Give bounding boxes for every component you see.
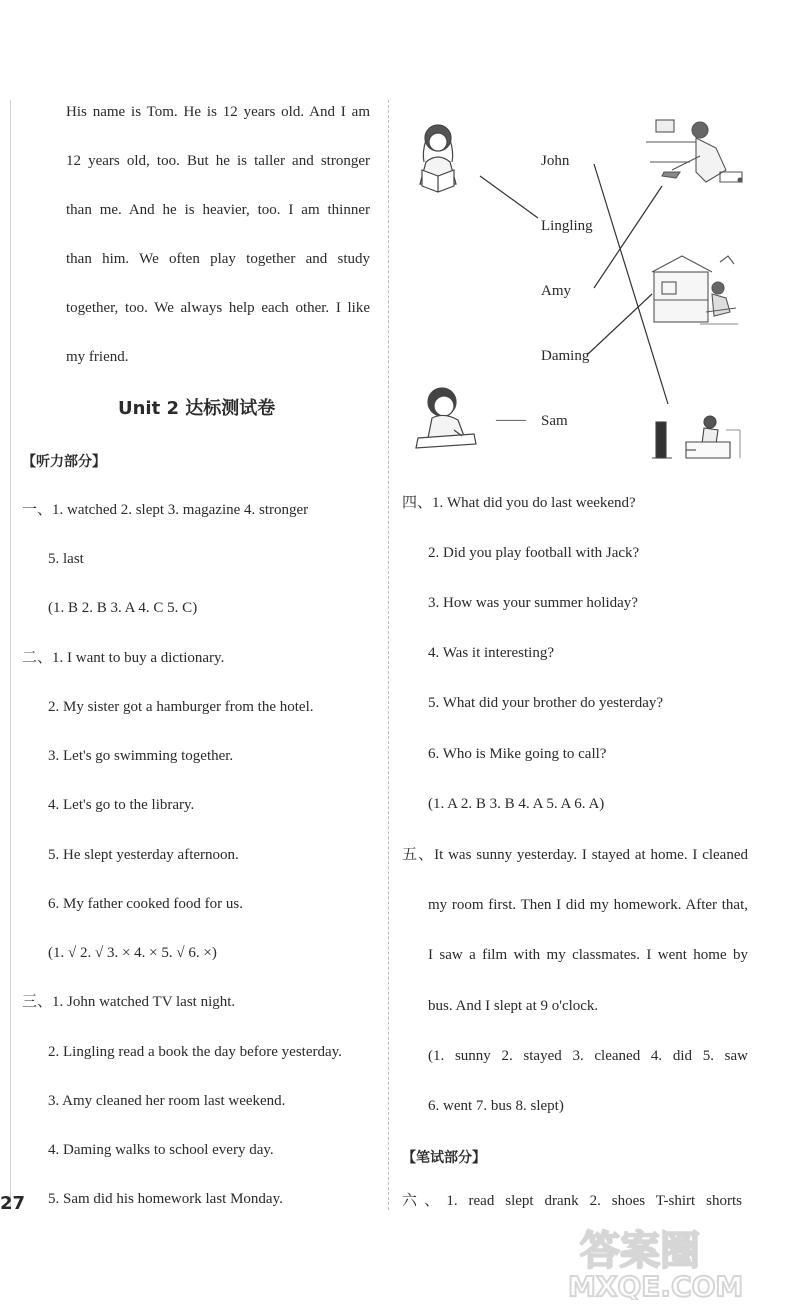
column-divider <box>388 100 389 1210</box>
s5-answers-line-2: 6. went 7. bus 8. slept) <box>428 1098 564 1114</box>
match-dash: —— <box>496 412 526 428</box>
s3-item-4: 4. Daming walks to school every day. <box>48 1142 274 1158</box>
s3-item-2: 2. Lingling read a book the day before yesterday. <box>48 1044 342 1060</box>
passage-line-5: together, too. We always help each other. I like <box>66 300 370 316</box>
woman-cleaning-picture <box>646 120 742 182</box>
s2-item-5: 5. He slept yesterday afternoon. <box>48 847 239 863</box>
passage-line-1: His name is Tom. He is 12 years old. And I am <box>66 104 370 120</box>
watermark-logo <box>560 1220 796 1300</box>
s3-item-1: 三、1. John watched TV last night. <box>22 994 236 1010</box>
s4-item-3: 3. How was your summer holiday? <box>428 595 638 611</box>
page-number: 27 <box>0 1193 26 1214</box>
match-name-daming: Daming <box>541 348 590 364</box>
boy-writing-picture <box>416 388 476 448</box>
s5-line-4: bus. And I slept at 9 o'clock. <box>428 998 599 1014</box>
s5-line-1: 五、It was sunny yesterday. I stayed at home. I cleaned <box>402 847 748 863</box>
passage-line-4: than him. We often play together and study <box>66 251 370 267</box>
s1-answers: (1. B 2. B 3. A 4. C 5. C) <box>48 600 198 616</box>
match-name-lingling: Lingling <box>541 218 593 234</box>
s2-item-2: 2. My sister got a hamburger from the hotel. <box>48 699 314 715</box>
listening-section-header: 【听力部分】 <box>22 454 106 470</box>
s4-item-1: 四、1. What did you do last weekend? <box>402 495 636 511</box>
s1-line-2: 5. last <box>48 551 84 567</box>
s4-item-5: 5. What did your brother do yesterday? <box>428 695 664 711</box>
s2-item-6: 6. My father cooked food for us. <box>48 896 243 912</box>
s5-line-2: my room first. Then I did my homework. After that, <box>428 897 748 913</box>
s2-item-3: 3. Let's go swimming together. <box>48 748 234 764</box>
s2-item-1: 二、1. I want to buy a dictionary. <box>22 650 225 666</box>
s4-item-4: 4. Was it interesting? <box>428 645 554 661</box>
match-name-amy: Amy <box>541 283 571 299</box>
svg-text:MXQE.COM: MXQE.COM <box>568 1270 744 1300</box>
s4-answers: (1. A 2. B 3. B 4. A 5. A 6. A) <box>428 796 605 812</box>
girl-reading-picture <box>420 125 456 192</box>
passage-line-2: 12 years old, too. But he is taller and stronger <box>66 153 370 169</box>
left-margin-line <box>10 100 11 1210</box>
s1-line-1: 一、1. watched 2. slept 3. magazine 4. stronger <box>22 502 309 518</box>
s6-line-1: 六、1. read slept drank 2. shoes T-shirt shorts <box>402 1193 742 1209</box>
house-garden-picture <box>652 256 738 324</box>
matching-lines <box>480 164 668 404</box>
match-name-john: John <box>541 153 570 169</box>
s4-item-2: 2. Did you play football with Jack? <box>428 545 640 561</box>
s2-answers: (1. √ 2. √ 3. × 4. × 5. √ 6. ×) <box>48 945 217 961</box>
match-name-sam: Sam <box>541 413 568 429</box>
passage-line-6: my friend. <box>66 349 129 365</box>
matching-exercise-illustration <box>400 112 800 472</box>
s5-line-3: I saw a film with my classmates. I went home by <box>428 947 748 963</box>
writing-section-header: 【笔试部分】 <box>402 1150 486 1166</box>
s2-item-4: 4. Let's go to the library. <box>48 797 195 813</box>
page-title: Unit 2 达标测试卷 <box>118 398 276 419</box>
passage-line-3: than me. And he is heavier, too. I am thinner <box>66 202 370 218</box>
boy-watching-tv-picture <box>652 416 740 458</box>
s4-item-6: 6. Who is Mike going to call? <box>428 746 607 762</box>
svg-text:答案圈: 答案圈 <box>580 1228 700 1274</box>
s3-item-5: 5. Sam did his homework last Monday. <box>48 1191 283 1207</box>
s5-answers-line-1: (1. sunny 2. stayed 3. cleaned 4. did 5. saw <box>428 1048 748 1064</box>
s3-item-3: 3. Amy cleaned her room last weekend. <box>48 1093 286 1109</box>
